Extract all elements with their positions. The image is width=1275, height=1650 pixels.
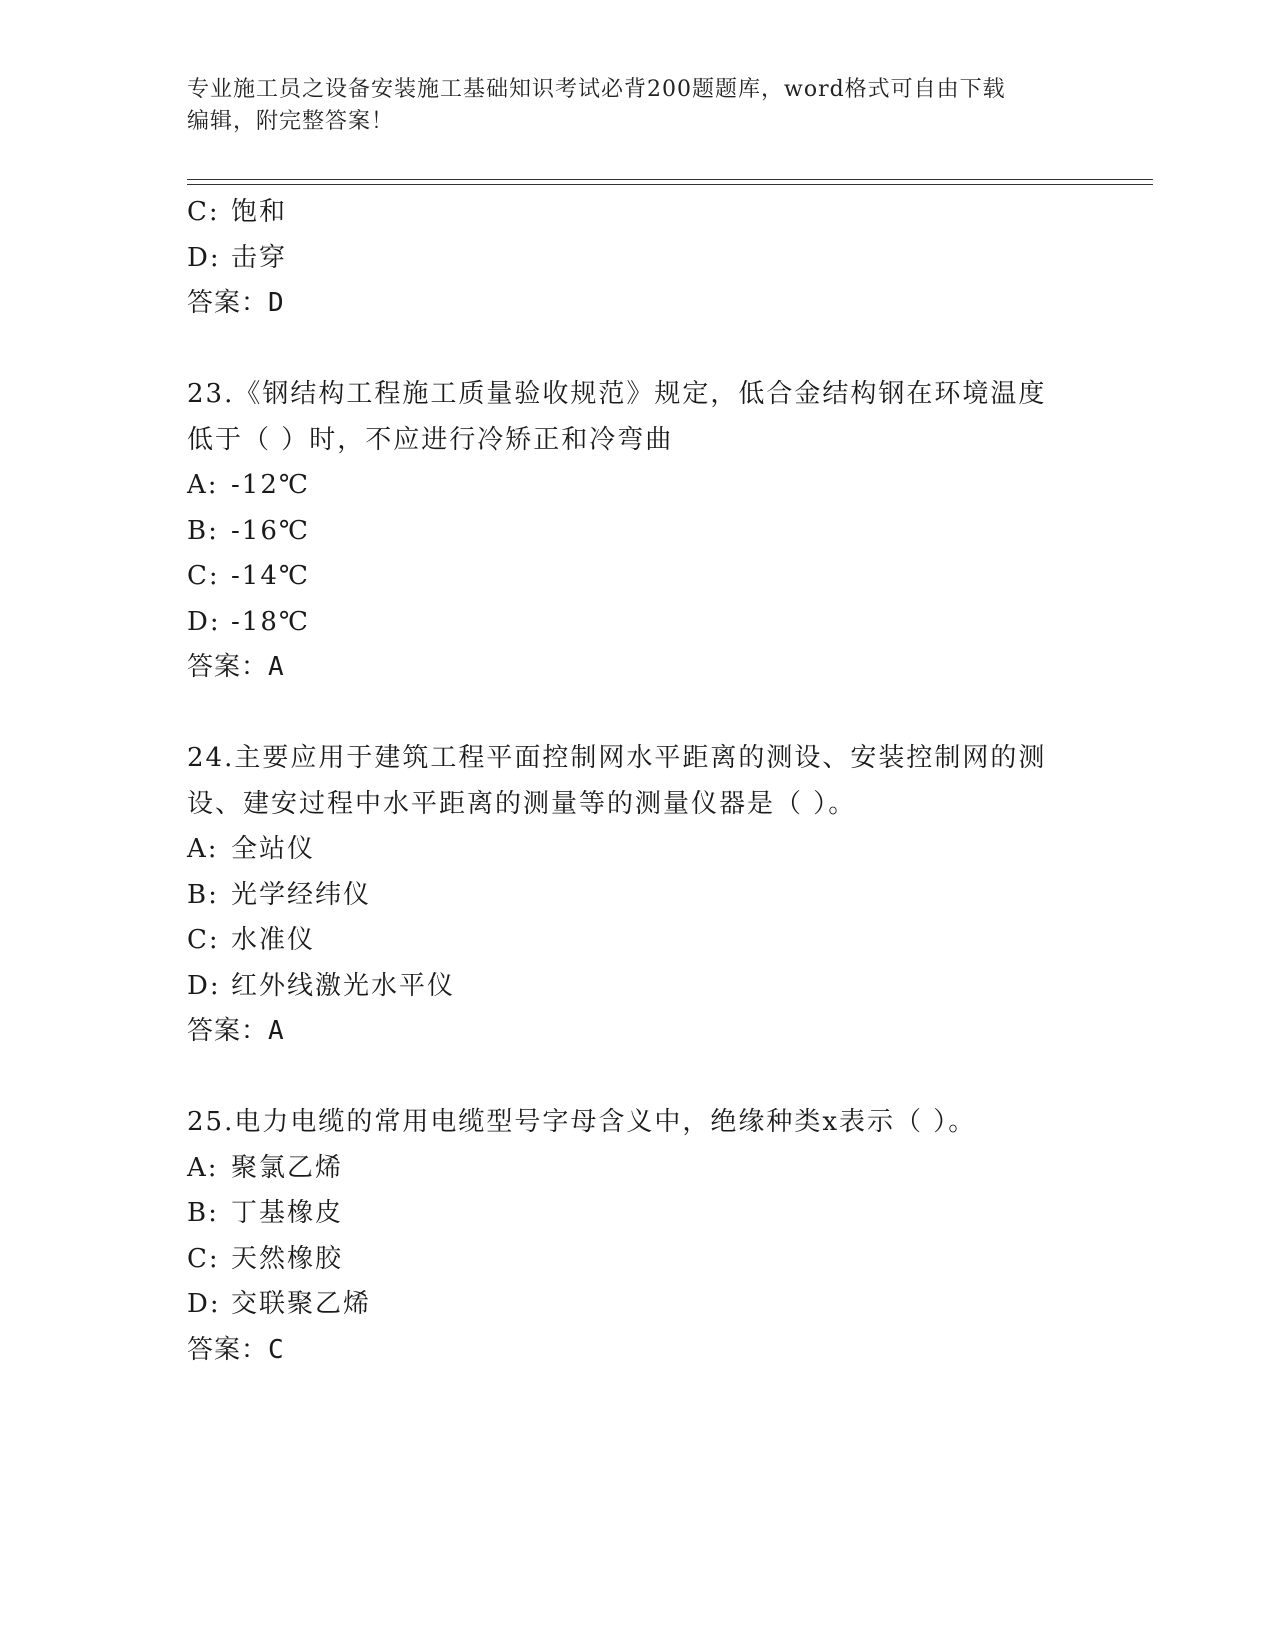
option-label: A:: [187, 1152, 219, 1183]
option-text: 饱和: [231, 197, 288, 227]
header-line-2: 编辑，附完整答案！: [187, 109, 395, 134]
option-text: 聚氯乙烯: [231, 1152, 344, 1183]
option-label: A:: [187, 470, 219, 500]
option-row: [187, 827, 1087, 873]
option-label: D:: [187, 242, 221, 273]
question-block-25: [187, 1100, 1087, 1373]
option-label: D:: [187, 970, 221, 1001]
question-stem: 设、建安过程中水平距离的测量等的测量仪器是（ ）。: [187, 788, 857, 819]
question-block-22: [187, 190, 1087, 327]
option-row: [187, 190, 1087, 236]
answer-line: 答案：A: [187, 652, 285, 682]
option-text: -16℃: [231, 515, 310, 546]
option-text: 交联聚乙烯: [231, 1289, 372, 1319]
option-label: D:: [187, 606, 221, 637]
option-text: 全站仪: [231, 834, 316, 864]
option-row: [187, 509, 1087, 555]
option-label: C:: [187, 925, 220, 955]
option-text: 击穿: [231, 242, 288, 273]
option-row: [187, 1282, 1087, 1328]
option-text: 天然橡胶: [231, 1243, 344, 1274]
option-row: [187, 236, 1087, 282]
option-label: B:: [187, 879, 219, 910]
option-text: 水准仪: [231, 925, 316, 955]
option-label: A:: [187, 834, 219, 864]
question-stem: 23.《钢结构工程施工质量验收规范》规定，低合金结构钢在环境温度: [187, 379, 1047, 409]
option-label: C:: [187, 561, 220, 591]
answer-line: 答案：A: [187, 1016, 285, 1046]
option-row: [187, 1237, 1087, 1283]
option-text: 丁基橡皮: [231, 1198, 344, 1228]
question-block-24: [187, 736, 1087, 1055]
option-row: [187, 873, 1087, 919]
question-stem: 24.主要应用于建筑工程平面控制网水平距离的测设、安装控制网的测: [187, 743, 1047, 773]
question-list: [187, 190, 1087, 1373]
option-row: [187, 554, 1087, 600]
answer-line: 答案：D: [187, 288, 285, 318]
option-text: 红外线激光水平仪: [231, 970, 456, 1001]
answer-line: 答案：C: [187, 1334, 285, 1365]
question-block-23: [187, 372, 1087, 691]
option-label: B:: [187, 1198, 219, 1228]
header-divider-bottom: [187, 184, 1153, 185]
option-text: 光学经纬仪: [231, 879, 372, 910]
option-label: D:: [187, 1289, 221, 1319]
option-label: B:: [187, 515, 219, 546]
option-label: C:: [187, 197, 220, 227]
option-row: [187, 964, 1087, 1010]
option-row: [187, 463, 1087, 509]
header-line-1: 专业施工员之设备安装施工基础知识考试必背200题题库，word格式可自由下载: [187, 77, 1006, 102]
option-text: -18℃: [231, 606, 310, 637]
option-label: C:: [187, 1243, 220, 1274]
question-stem: 25.电力电缆的常用电缆型号字母含义中，绝缘种类x表示（ ）。: [187, 1107, 977, 1137]
option-row: [187, 1146, 1087, 1192]
option-text: -14℃: [231, 561, 310, 591]
option-row: [187, 918, 1087, 964]
option-row: [187, 600, 1087, 646]
option-text: -12℃: [231, 470, 310, 500]
question-stem: 低于（ ）时，不应进行冷矫正和冷弯曲: [187, 424, 674, 455]
option-row: [187, 1191, 1087, 1237]
document-header: [187, 74, 1087, 138]
header-divider-top: [187, 179, 1153, 180]
